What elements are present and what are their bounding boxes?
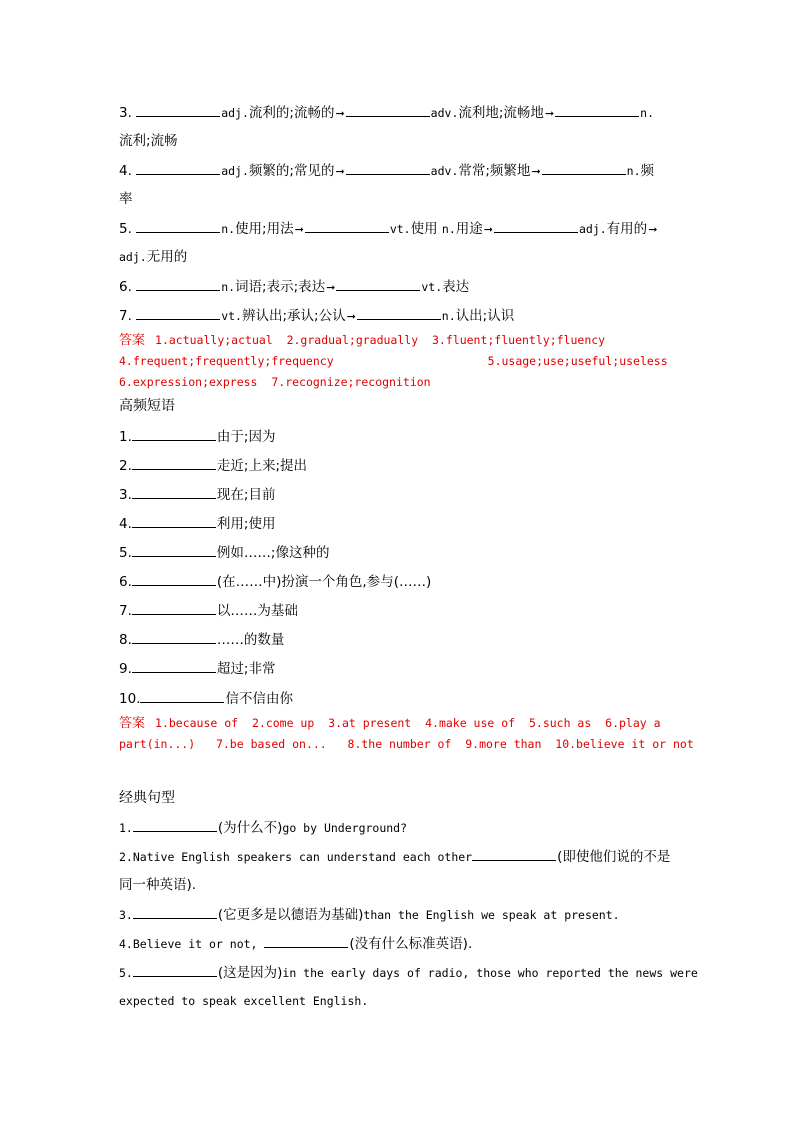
answer-blank[interactable] [133, 963, 217, 977]
arrow-icon: ➞ [294, 223, 304, 236]
arrow-icon: ➞ [326, 281, 336, 294]
meaning-text: 用途 [455, 221, 483, 237]
vocab-line-5-cont [119, 248, 679, 266]
meaning-text: 表达 [442, 279, 470, 295]
vocab-line-3-cont [119, 132, 679, 150]
answer-text: 4.frequent;frequently;frequency [119, 354, 334, 368]
answer-text: 6.play a [605, 716, 661, 730]
answer-blank[interactable] [357, 306, 441, 320]
phrase-item: 8. ……的数量 [119, 632, 285, 648]
answer-blank[interactable] [132, 601, 216, 615]
meaning-text: 频繁的;常见的 [248, 163, 335, 179]
sentence-item-2-cont: 同一种英语). [119, 877, 197, 893]
item-number: 7. [119, 308, 132, 324]
meaning-text: 词语;表示;表达 [235, 279, 326, 295]
pos-label: n. [626, 164, 641, 178]
sentence-item-1: 1. (为什么不)go by Underground? [119, 820, 408, 836]
answer-text: 2.gradual;gradually [286, 333, 419, 347]
answer-blank[interactable] [132, 456, 216, 470]
answer-blank[interactable] [346, 103, 430, 117]
answer-blank[interactable] [132, 485, 216, 499]
meaning-text: 流利;流畅 [119, 133, 178, 149]
phrase-item: 5. 例如……;像这种的 [119, 545, 330, 561]
meaning-text: 频 [640, 163, 655, 179]
meaning-text: 认出;认识 [455, 308, 515, 324]
pos-label: n. [221, 280, 236, 294]
answer-text: 3.fluent;fluently;fluency [432, 333, 606, 347]
pos-label: vt. [221, 309, 242, 323]
pos-label: n. [441, 222, 456, 236]
answer-label: 答案 [119, 333, 146, 348]
answer-text: 4.make use of [425, 716, 516, 730]
arrow-icon: ➞ [544, 107, 555, 120]
pos-label: vt. [389, 222, 411, 236]
meaning-text: 流利地;流畅地 [458, 105, 544, 121]
answer-key-vocab-row2 [119, 352, 668, 370]
phrase-item: 7. 以……为基础 [119, 603, 298, 619]
answer-blank[interactable] [136, 103, 220, 117]
answer-text: 5.usage;use;useful;useless [487, 354, 668, 368]
pos-label: adj. [221, 164, 249, 178]
arrow-icon: ➞ [346, 310, 356, 323]
phrase-item: 10. 信不信由你 [119, 691, 293, 707]
item-number: 3. [119, 105, 132, 121]
answer-text: 8.the number of [347, 737, 452, 751]
pos-label: adv. [430, 106, 459, 120]
arrow-icon: ➞ [335, 107, 345, 120]
arrow-icon: ➞ [648, 223, 658, 236]
answer-blank[interactable] [136, 277, 220, 291]
sentences-heading: 经典句型 [119, 790, 175, 806]
answer-blank[interactable] [346, 161, 430, 175]
vocab-line-4-cont [119, 190, 679, 208]
answer-key-phrases-row2 [119, 735, 694, 753]
answer-text: 10.believe it or not [555, 737, 694, 751]
item-number: 4. [119, 163, 132, 179]
vocab-line-6 [119, 277, 679, 297]
vocab-line-7 [119, 306, 679, 326]
meaning-text: 无用的 [146, 249, 188, 265]
meaning-text: 流利的;流畅的 [248, 105, 335, 121]
pos-label: adj. [119, 250, 147, 264]
meaning-text: 使用;用法 [235, 221, 294, 237]
sentence-item-5: 5. (这是因为)in the early days of radio, those who reported the news were [119, 965, 698, 981]
answer-blank[interactable] [132, 514, 216, 528]
answer-key-vocab-row3 [119, 373, 431, 391]
answer-blank[interactable] [472, 847, 556, 861]
sentence-item-2: 2.Native English speakers can understand each other (即使他们说的不是 [119, 849, 671, 865]
answer-text: 1.actually;actual [155, 333, 273, 347]
vocab-line-5 [119, 219, 679, 239]
pos-label: adv. [430, 164, 459, 178]
item-number: 6. [119, 279, 132, 295]
arrow-icon: ➞ [335, 165, 345, 178]
answer-blank[interactable] [132, 659, 216, 673]
meaning-text: 使用 [410, 221, 438, 237]
answer-blank[interactable] [132, 427, 216, 441]
vocab-line-3 [119, 103, 679, 123]
answer-blank[interactable] [136, 219, 220, 233]
arrow-icon: ➞ [483, 223, 493, 236]
answer-blank[interactable] [133, 818, 217, 832]
sentence-item-3: 3. (它更多是以德语为基础)than the English we speak at present. [119, 907, 620, 923]
answer-text: 9.more than [465, 737, 542, 751]
item-number: 5. [119, 221, 132, 237]
phrase-item: 1. 由于;因为 [119, 429, 276, 445]
answer-text: part(in...) [119, 737, 196, 751]
answer-blank[interactable] [542, 161, 626, 175]
answer-blank[interactable] [555, 103, 639, 117]
phrase-item: 9. 超过;非常 [119, 661, 276, 677]
answer-blank[interactable] [136, 306, 220, 320]
sentence-item-5-cont: expected to speak excellent English. [119, 994, 369, 1008]
meaning-text: 辨认出;承认;公认 [241, 308, 346, 324]
answer-text: 7.recognize;recognition [271, 375, 431, 389]
answer-blank[interactable] [132, 572, 216, 586]
vocab-line-4 [119, 161, 679, 181]
phrase-item: 6. (在……中)扮演一个角色,参与(……) [119, 574, 432, 590]
answer-label: 答案 [119, 716, 146, 731]
answer-blank[interactable] [305, 219, 389, 233]
phrases-heading: 高频短语 [119, 398, 175, 414]
phrase-item: 4. 利用;使用 [119, 516, 276, 532]
answer-blank[interactable] [132, 630, 216, 644]
answer-blank[interactable] [264, 934, 348, 948]
pos-label: adj. [221, 106, 249, 120]
meaning-text: 常常;频繁地 [458, 163, 531, 179]
answer-text: 2.come up [251, 716, 315, 730]
answer-blank[interactable] [133, 905, 217, 919]
pos-label: n. [441, 309, 456, 323]
meaning-text: 有用的 [606, 221, 648, 237]
answer-key-vocab-row1 [119, 331, 605, 350]
answer-key-phrases-row1 [119, 714, 661, 733]
meaning-text: 率 [119, 191, 133, 207]
answer-text: 5.such as [528, 716, 592, 730]
sentence-item-4: 4.Believe it or not, (没有什么标准英语). [119, 936, 473, 952]
answer-text: 3.at present [328, 716, 412, 730]
pos-label: n. [640, 106, 655, 120]
pos-label: vt. [421, 280, 443, 294]
answer-blank[interactable] [494, 219, 578, 233]
arrow-icon: ➞ [531, 165, 541, 178]
phrase-item: 2. 走近;上来;提出 [119, 458, 307, 474]
answer-text: 6.expression;express [119, 375, 258, 389]
answer-blank[interactable] [132, 543, 216, 557]
answer-blank[interactable] [336, 277, 420, 291]
answer-blank[interactable] [136, 161, 220, 175]
answer-text: 7.be based on... [215, 737, 327, 751]
answer-text: 1.because of [155, 716, 239, 730]
pos-label: adj. [578, 222, 607, 236]
pos-label: n. [221, 222, 236, 236]
answer-blank[interactable] [140, 689, 224, 703]
phrase-item: 3. 现在;目前 [119, 487, 276, 503]
